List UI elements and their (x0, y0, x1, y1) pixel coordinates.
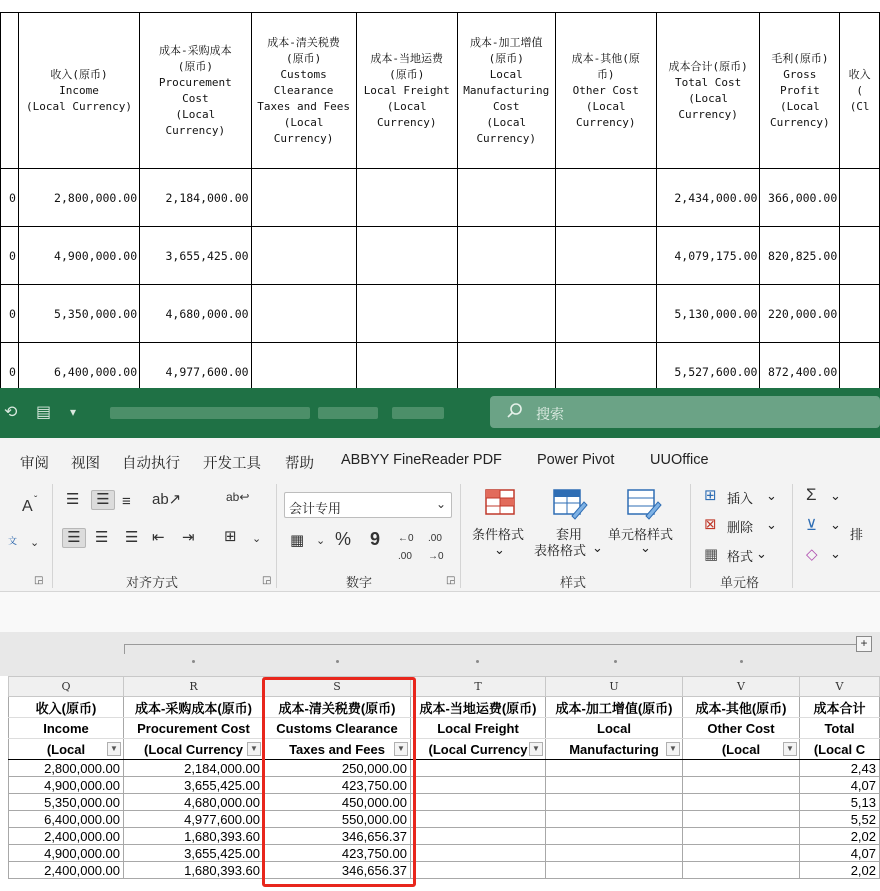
ribbon (0, 480, 880, 592)
align-top-icon[interactable]: ☰ (66, 491, 80, 508)
header-row (9, 697, 880, 718)
cell[interactable] (411, 794, 546, 811)
number-group-label: 数字 (346, 575, 373, 590)
scanned-value-cell (356, 169, 457, 227)
scanned-value-cell (457, 285, 555, 343)
cell[interactable] (683, 794, 800, 811)
tab-power-pivot[interactable]: Power Pivot (537, 452, 615, 468)
scanned-stub-cell: 0 (1, 285, 19, 343)
formula-area (0, 632, 880, 676)
tab-review[interactable]: 审阅 (20, 456, 49, 472)
cell[interactable] (546, 828, 683, 845)
number-format-value: 会计专用 (289, 501, 342, 516)
filter-dropdown-icon[interactable]: ▼ (529, 742, 543, 756)
scanned-value-cell (251, 169, 356, 227)
cell[interactable] (683, 777, 800, 794)
header-cell-text: Customs Clearance (276, 720, 398, 736)
expand-outline-button[interactable]: + (856, 636, 872, 652)
cell[interactable]: 2,02 (800, 862, 880, 879)
scanned-value-cell: 5,350,000.00 (18, 285, 139, 343)
scanned-value-cell: 4,977,600.00 (140, 343, 251, 389)
scanned-table-row (1, 343, 880, 389)
scanned-table-header-row (1, 13, 880, 169)
dropdown-icon[interactable]: ▾ (70, 405, 77, 419)
group-separator (276, 484, 277, 588)
cell[interactable] (411, 828, 546, 845)
increase-indent-icon[interactable]: ⇥ (182, 529, 195, 546)
redacted-filename (318, 407, 378, 419)
scanned-value-cell (457, 227, 555, 285)
cell[interactable]: 6,400,000.00 (9, 811, 124, 828)
cell[interactable]: 2,02 (800, 828, 880, 845)
scanned-value-cell (457, 343, 555, 389)
header-cell[interactable] (683, 697, 800, 718)
insert-cells-icon: ⊞ (704, 487, 717, 504)
cell[interactable] (546, 760, 683, 777)
scanned-value-cell (251, 343, 356, 389)
chevron-down-icon: ⌄ (766, 517, 777, 532)
tab-developer[interactable]: 开发工具 (203, 456, 261, 472)
column-header[interactable]: U (546, 677, 683, 697)
header-cell[interactable] (683, 739, 800, 760)
scanned-header-cell: 成本合计(原币) Total Cost (Local Currency) (656, 13, 760, 169)
scanned-value-cell: 220,000.00 (760, 285, 840, 343)
cell[interactable]: 4,977,600.00 (124, 811, 264, 828)
phonetic-icon[interactable]: 文 (8, 536, 18, 546)
scanned-header-cell: 成本-其他(原 币) Other Cost (Local Currency) (555, 13, 656, 169)
table-row (9, 845, 880, 862)
scanned-value-cell: 5,130,000.00 (656, 285, 760, 343)
format-as-table-label-1[interactable]: 套用 (556, 527, 583, 542)
cell[interactable] (411, 845, 546, 862)
cell[interactable]: 5,52 (800, 811, 880, 828)
header-cell[interactable] (800, 739, 880, 760)
table-row (9, 828, 880, 845)
scanned-value-cell: 4,680,000.00 (140, 285, 251, 343)
scanned-value-cell (555, 343, 656, 389)
delete-cells-icon: ⊠ (704, 516, 717, 533)
scanned-value-cell (840, 169, 880, 227)
format-cells-icon: ▦ (704, 546, 719, 563)
scanned-value-cell (251, 227, 356, 285)
chevron-down-icon: ⌄ (766, 488, 777, 503)
chevron-down-icon: ⌄ (316, 535, 326, 547)
tab-uuoffice[interactable]: UUOffice (650, 452, 709, 468)
cell[interactable] (683, 811, 800, 828)
table-row (9, 760, 880, 777)
cell[interactable] (546, 811, 683, 828)
scanned-value-cell: 4,900,000.00 (18, 227, 139, 285)
header-cell[interactable] (124, 739, 264, 760)
autosum-icon[interactable]: Σ (806, 485, 817, 504)
conditional-formatting-button[interactable]: 条件格式 (472, 527, 525, 542)
cell[interactable] (411, 760, 546, 777)
scanned-table-row (1, 169, 880, 227)
search-box[interactable] (490, 396, 880, 428)
table-row (9, 862, 880, 879)
cell[interactable] (411, 811, 546, 828)
header-cell[interactable] (546, 718, 683, 739)
scanned-value-cell: 6,400,000.00 (18, 343, 139, 389)
header-cell[interactable] (124, 697, 264, 718)
scanned-stub-cell: 0 (1, 227, 19, 285)
number-dialog-launcher-icon[interactable]: ◲ (446, 575, 456, 586)
cell[interactable]: 5,13 (800, 794, 880, 811)
column-header[interactable]: V (683, 677, 800, 697)
chevron-down-icon: ˇ (34, 495, 38, 506)
cell[interactable]: 2,184,000.00 (124, 760, 264, 777)
sort-filter-button[interactable]: 排 (850, 527, 864, 542)
percent-style-button[interactable]: % (335, 529, 352, 549)
outline-bar (124, 644, 864, 645)
scanned-value-cell (356, 285, 457, 343)
scanned-table-image (0, 0, 880, 388)
cell[interactable]: 250,000.00 (264, 760, 411, 777)
highlight-box (262, 677, 416, 887)
scanned-value-cell: 2,434,000.00 (656, 169, 760, 227)
header-cell-text: Local Freight (437, 720, 519, 736)
ribbon-bottom-gap (0, 592, 880, 632)
chevron-down-icon: ⌄ (830, 546, 841, 561)
scanned-stub-header (1, 13, 19, 169)
cell[interactable]: 4,680,000.00 (124, 794, 264, 811)
cell[interactable]: 3,655,425.00 (124, 777, 264, 794)
increase-decimal-icon[interactable]: ←0 .00 (398, 533, 414, 562)
accounting-format-icon[interactable]: ▦ (290, 532, 305, 549)
format-as-table-label-2[interactable]: 表格格式 (534, 543, 587, 558)
cell[interactable]: 3,655,425.00 (124, 845, 264, 862)
cell[interactable]: 346,656.37 (264, 862, 411, 879)
header-cell[interactable] (9, 718, 124, 739)
header-cell-text: Other Cost (707, 720, 775, 736)
file-icon[interactable]: ▤ (36, 404, 52, 421)
column-header[interactable]: R (124, 677, 264, 697)
conditional-formatting-icon (484, 488, 518, 518)
filter-dropdown-icon[interactable]: ▼ (666, 742, 680, 756)
scanned-value-cell (840, 285, 880, 343)
column-header[interactable]: Q (9, 677, 124, 697)
align-bottom-icon[interactable]: ≡ (122, 493, 131, 510)
decrease-decimal-icon[interactable]: .00 →0 (428, 533, 444, 562)
header-cell-text: Manufacturing (569, 741, 659, 757)
redacted-filename (392, 407, 444, 419)
scanned-value-cell: 2,184,000.00 (140, 169, 251, 227)
chevron-down-icon: ⌄ (756, 546, 767, 561)
chevron-down-icon: ⌄ (30, 537, 40, 549)
tab-view[interactable]: 视图 (71, 456, 100, 472)
scanned-value-cell: 3,655,425.00 (140, 227, 251, 285)
cell[interactable]: 2,800,000.00 (9, 760, 124, 777)
chevron-down-icon: ⌄ (830, 517, 841, 532)
table-row (9, 777, 880, 794)
cell[interactable]: 5,350,000.00 (9, 794, 124, 811)
cell[interactable]: 4,07 (800, 777, 880, 794)
chevron-down-icon: ⌄ (830, 488, 841, 503)
cell-styles-button[interactable]: 单元格样式 (608, 527, 674, 542)
scanned-value-cell: 872,400.00 (760, 343, 840, 389)
cell[interactable]: 4,07 (800, 845, 880, 862)
scanned-value-cell: 5,527,600.00 (656, 343, 760, 389)
header-cell[interactable] (411, 718, 546, 739)
align-center-icon[interactable]: ☰ (95, 529, 109, 546)
header-cell-text: 成本合计 (813, 700, 866, 716)
comma-style-button[interactable]: 9 (370, 529, 381, 549)
cell[interactable]: 2,400,000.00 (9, 828, 124, 845)
scanned-value-cell (840, 343, 880, 389)
tab-help[interactable]: 帮助 (285, 456, 314, 472)
header-cell-text: Income (43, 720, 89, 736)
cell[interactable]: 423,750.00 (264, 777, 411, 794)
ribbon-tabs (0, 438, 880, 480)
align-left-icon[interactable]: ☰ (62, 528, 86, 548)
header-cell[interactable] (546, 697, 683, 718)
header-cell[interactable] (683, 718, 800, 739)
header-cell[interactable] (9, 697, 124, 718)
fill-icon[interactable]: ⊻ (806, 517, 817, 534)
outline-dot (192, 660, 195, 663)
group-separator (792, 484, 793, 588)
header-cell-text: Local (597, 720, 631, 736)
delete-button[interactable]: 删除 (727, 520, 754, 535)
chevron-down-icon: ⌄ (640, 540, 651, 555)
group-separator (52, 484, 53, 588)
scanned-header-cell: 收入(原币) Income (Local Currency) (18, 13, 139, 169)
cell[interactable] (546, 862, 683, 879)
alignment-group-label: 对齐方式 (126, 575, 179, 590)
scanned-header-cell: 成本-清关税费 (原币) Customs Clearance Taxes and Fees (Local Currency) (251, 13, 356, 169)
autosave-icon[interactable]: ⟲ (4, 404, 18, 421)
cell[interactable]: 1,680,393.60 (124, 862, 264, 879)
header-cell-text: (Local Currency (428, 741, 528, 757)
outline-dot (740, 660, 743, 663)
scanned-header-cell: 毛利(原币) Gross Profit (Local Currency) (760, 13, 840, 169)
clear-icon[interactable]: ◇ (806, 546, 818, 563)
redacted-filename (110, 407, 310, 419)
insert-button[interactable]: 插入 (727, 491, 754, 506)
scanned-table-row (1, 227, 880, 285)
header-cell-text: 成本-采购成本(原币) (135, 700, 252, 716)
filter-dropdown-icon[interactable]: ▼ (247, 742, 261, 756)
chevron-down-icon: ⌄ (435, 497, 446, 511)
cell[interactable] (546, 777, 683, 794)
decrease-indent-icon[interactable]: ⇤ (152, 529, 165, 546)
column-header[interactable]: S (264, 677, 411, 697)
tab-automate[interactable]: 自动执行 (122, 456, 180, 472)
scanned-header-cell: 成本-采购成本 (原币) Procurement Cost (Local Currency) (140, 13, 251, 169)
column-header[interactable]: T (411, 677, 546, 697)
alignment-dialog-launcher-icon[interactable]: ◲ (262, 575, 272, 586)
header-cell-text: (Local Currency (144, 741, 243, 757)
header-cell-text: 成本-当地运费(原币) (419, 700, 537, 716)
header-cell[interactable] (9, 739, 124, 760)
header-row (9, 718, 880, 739)
scanned-stub-cell: 0 (1, 343, 19, 389)
merge-center-icon[interactable]: ⊞ (224, 528, 237, 545)
cell[interactable] (683, 828, 800, 845)
header-cell-text: Procurement Cost (137, 720, 250, 736)
scanned-value-cell: 2,800,000.00 (18, 169, 139, 227)
scanned-value-cell: 820,825.00 (760, 227, 840, 285)
header-cell[interactable] (411, 739, 546, 760)
cell[interactable] (411, 777, 546, 794)
format-as-table-icon (552, 488, 588, 520)
filter-dropdown-icon[interactable]: ▼ (783, 742, 797, 756)
header-row (9, 739, 880, 760)
table-row (9, 811, 880, 828)
header-cell-text: (Local (721, 741, 761, 757)
scanned-header-cell: 成本-当地运费 (原币) Local Freight (Local Currency) (356, 13, 457, 169)
column-header[interactable]: V (800, 677, 880, 697)
cell[interactable]: 4,900,000.00 (9, 845, 124, 862)
cell[interactable]: 1,680,393.60 (124, 828, 264, 845)
font-grow-icon[interactable]: A (22, 498, 33, 515)
outline-tick (124, 644, 125, 654)
chevron-down-icon: ⌄ (592, 540, 603, 555)
filter-dropdown-icon[interactable]: ▼ (107, 742, 121, 756)
scanned-value-cell (251, 285, 356, 343)
cell[interactable]: 2,43 (800, 760, 880, 777)
scanned-value-cell (555, 285, 656, 343)
wrap-text-icon[interactable]: ab↩ (226, 490, 250, 504)
search-icon (506, 402, 524, 420)
group-separator (460, 484, 461, 588)
header-cell-text: Total (824, 720, 855, 736)
cell[interactable]: 423,750.00 (264, 845, 411, 862)
scanned-value-cell (555, 227, 656, 285)
scanned-value-cell (457, 169, 555, 227)
header-cell[interactable] (800, 697, 880, 718)
number-format-dropdown[interactable] (284, 492, 452, 518)
font-dialog-launcher-icon[interactable]: ◲ (34, 575, 44, 586)
group-separator (690, 484, 691, 588)
cell[interactable] (683, 760, 800, 777)
cell[interactable]: 4,900,000.00 (9, 777, 124, 794)
scanned-value-cell: 4,079,175.00 (656, 227, 760, 285)
scanned-value-cell (555, 169, 656, 227)
header-cell-text: Taxes and Fees (289, 741, 385, 757)
header-cell-text: (Local C (813, 741, 866, 757)
cell[interactable]: 550,000.00 (264, 811, 411, 828)
cell[interactable] (546, 794, 683, 811)
scanned-value-cell: 366,000.00 (760, 169, 840, 227)
cell[interactable] (683, 845, 800, 862)
header-cell-text: 成本-其他(原币) (695, 700, 787, 716)
scanned-value-cell (356, 227, 457, 285)
scanned-value-cell (840, 227, 880, 285)
excel-title-bar (0, 388, 880, 438)
align-right-icon[interactable]: ☰ (125, 529, 139, 546)
header-cell[interactable] (411, 697, 546, 718)
outline-dot (614, 660, 617, 663)
cell[interactable]: 450,000.00 (264, 794, 411, 811)
spreadsheet-grid (0, 676, 880, 891)
scanned-table-row (1, 285, 880, 343)
cells-group-label: 单元格 (720, 575, 760, 590)
outline-dot (476, 660, 479, 663)
chevron-down-icon: ⌄ (494, 542, 505, 557)
header-cell-text: 收入(原币) (35, 700, 97, 716)
header-cell-text: (Local (46, 741, 86, 757)
header-cell[interactable] (800, 718, 880, 739)
chevron-down-icon: ⌄ (252, 533, 262, 545)
outline-dot (336, 660, 339, 663)
scanned-value-cell (356, 343, 457, 389)
column-header-row (9, 677, 880, 697)
styles-group-label: 样式 (560, 575, 587, 590)
header-cell[interactable] (546, 739, 683, 760)
header-cell-text: 成本-清关税费(原币) (278, 700, 396, 716)
cell[interactable]: 346,656.37 (264, 828, 411, 845)
cell-styles-icon (626, 488, 662, 520)
format-button[interactable]: 格式 (727, 549, 754, 564)
scanned-stub-cell: 0 (1, 169, 19, 227)
orientation-icon[interactable]: ab↗ (152, 491, 182, 508)
table-row (9, 794, 880, 811)
align-middle-icon[interactable]: ☰ (91, 490, 115, 510)
cell[interactable]: 2,400,000.00 (9, 862, 124, 879)
filter-dropdown-icon[interactable]: ▼ (394, 742, 408, 756)
cell[interactable] (546, 845, 683, 862)
cell[interactable] (683, 862, 800, 879)
scanned-header-cell: 收入 ( (Cl (840, 13, 880, 169)
cell[interactable] (411, 862, 546, 879)
header-cell[interactable] (124, 718, 264, 739)
header-cell-text: 成本-加工增值(原币) (555, 700, 673, 716)
search-placeholder: 搜索 (536, 406, 564, 422)
tab-abbyy[interactable]: ABBYY FineReader PDF (341, 452, 502, 468)
scanned-header-cell: 成本-加工增值 (原币) Local Manufacturing Cost (Local Currency) (457, 13, 555, 169)
